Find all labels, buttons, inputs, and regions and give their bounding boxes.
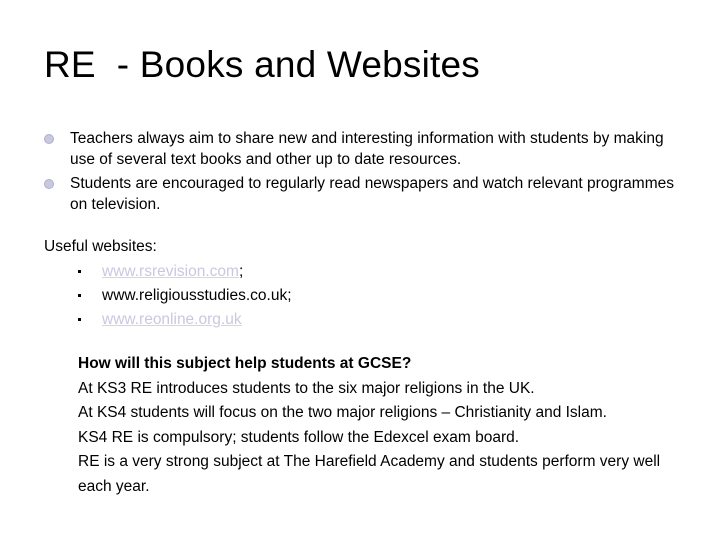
gcse-line: At KS3 RE introduces students to the six major religions in the UK. xyxy=(78,379,535,397)
square-bullet-icon xyxy=(78,294,81,297)
bullet-item xyxy=(44,128,684,170)
website-link-rsrevision[interactable]: www.rsrevision.com xyxy=(102,263,239,280)
gcse-question: How will this subject help students at GCSE? xyxy=(78,355,412,372)
bullet-dot-icon xyxy=(44,134,54,144)
website-suffix: ; xyxy=(238,263,244,280)
bullet-text: Students are encouraged to regularly read newspapers and watch relevant programmes on television. xyxy=(70,175,674,213)
square-bullet-icon xyxy=(78,270,81,273)
bullet-dot-icon xyxy=(44,179,54,189)
website-item xyxy=(78,261,292,285)
gcse-section xyxy=(78,352,678,499)
square-bullet-icon xyxy=(78,318,81,321)
slide-title: RE - Books and Websites xyxy=(44,44,480,85)
website-item xyxy=(78,309,292,333)
website-list xyxy=(78,261,292,333)
useful-websites-label: Useful websites: xyxy=(44,238,157,255)
website-item xyxy=(78,285,292,309)
bullet-item xyxy=(44,173,684,215)
bullet-list xyxy=(44,128,684,218)
gcse-line: RE is a very strong subject at The Harefield Academy and students perform very well each year. xyxy=(78,453,661,495)
gcse-line: At KS4 students will focus on the two major religions – Christianity and Islam. xyxy=(78,404,607,421)
bullet-text: Teachers always aim to share new and interesting information with students by making use of several text books and other up to date resources. xyxy=(70,130,664,168)
gcse-line: KS4 RE is compulsory; students follow the Edexcel exam board. xyxy=(78,428,520,446)
website-link-reonline[interactable]: www.reonline.org.uk xyxy=(102,311,242,328)
website-text-religiousstudies: www.religiousstudies.co.uk; xyxy=(102,287,292,304)
